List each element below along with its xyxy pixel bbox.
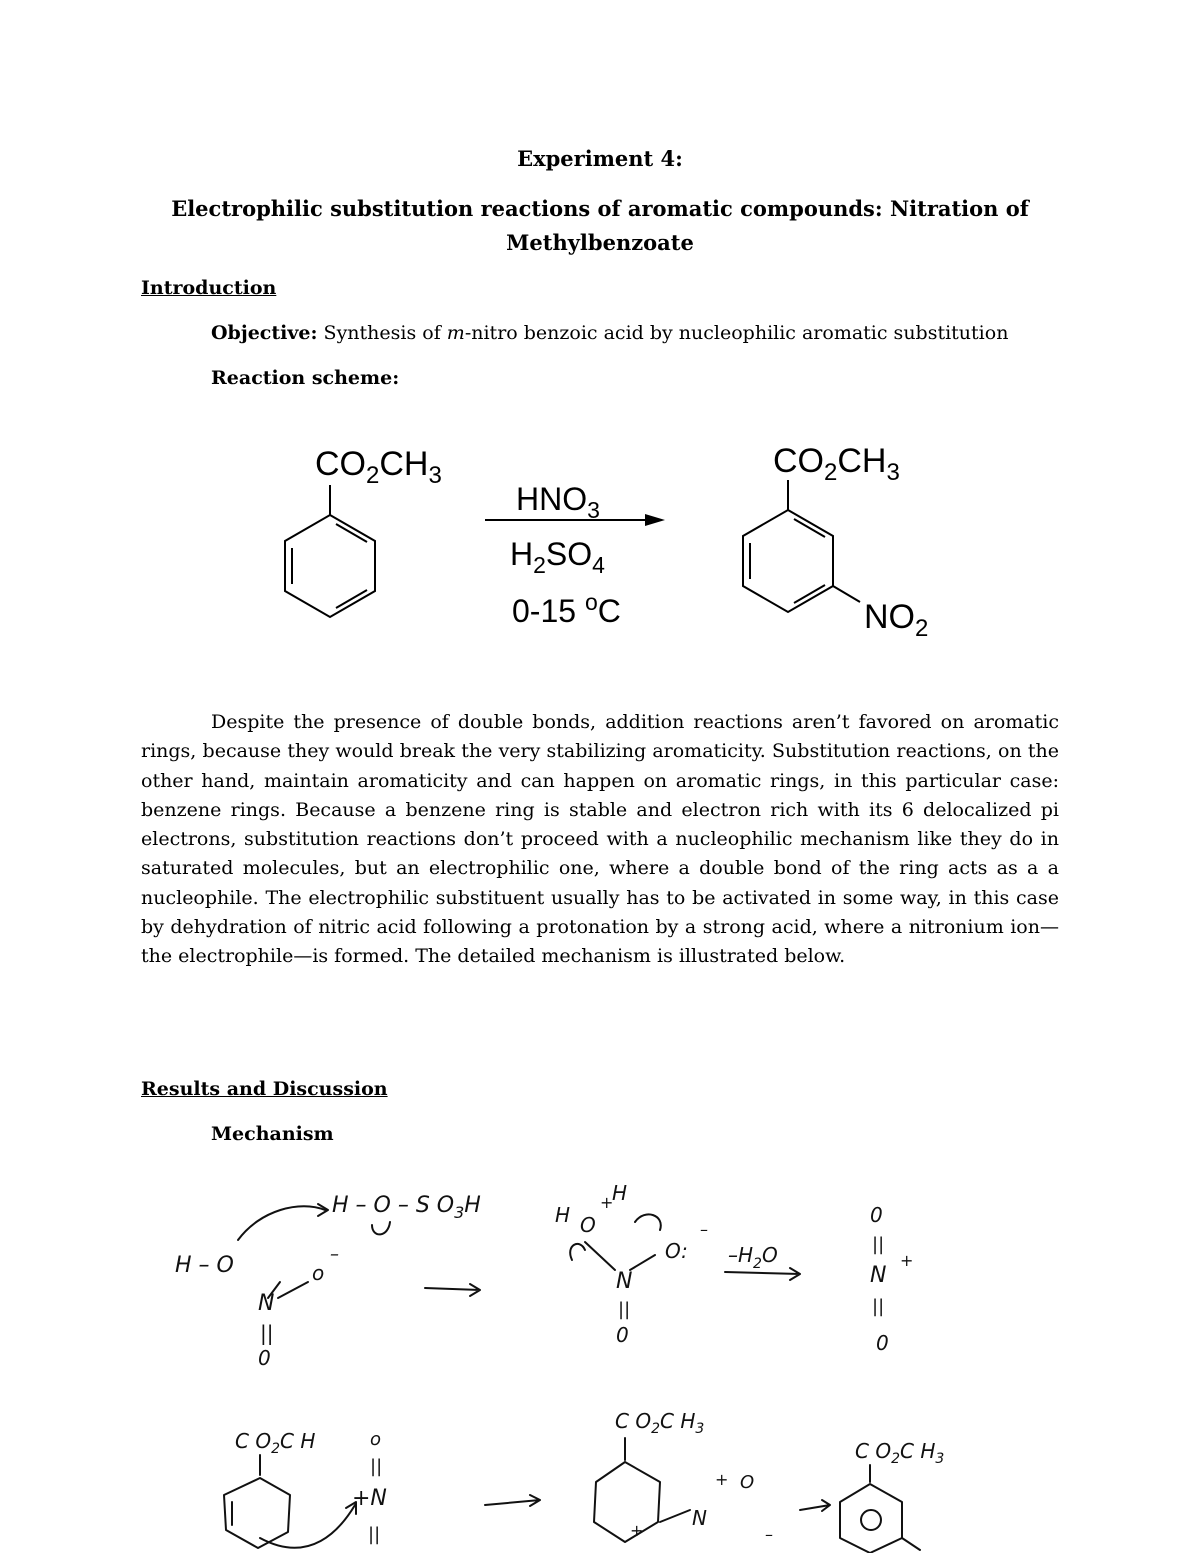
objective-italic: m (446, 322, 465, 344)
mechanism-sketch (160, 1170, 960, 1553)
intro-paragraph: Despite the presence of double bonds, addition reactions aren’t favored on aromatic rings, because they would break the very stabilizing aromaticity. Substitution reactions, on the other hand, maintain aromaticity and can happen on aromatic rings, in this particular case: benzene rings. Because a benzene ring is stable and electron rich with its 6 delocalized pi electrons, substitution reactions don’t proceed with a nucleophilic mechanism like they do in saturated molecules, but an electrophilic one, where a double bond of the ring acts as a a nucleophile. The electrophilic substituent usually has to be activated in some way, in this case by dehydration of nitric acid following a protonation by a strong acid, where a nitronium ion—the electrophile—is formed. The detailed mechanism is illustrated below. (141, 711, 1059, 968)
svg-text:||: || (370, 1456, 383, 1477)
title-line-1: Experiment 4: (517, 146, 683, 171)
nitronium-ion-sketch (870, 1203, 913, 1355)
reactant-benzene-ring (285, 485, 375, 617)
svg-text:0: 0 (616, 1323, 629, 1347)
title-line-3: Methylbenzoate (506, 230, 694, 255)
svg-text:H: H (612, 1181, 628, 1205)
svg-text:O: O (580, 1213, 596, 1237)
svg-text:o: o (370, 1429, 382, 1450)
svg-text:+: + (600, 1193, 614, 1212)
reaction-scheme (260, 430, 960, 650)
svg-text:N: N (692, 1506, 707, 1530)
svg-text:||: || (872, 1296, 885, 1317)
reaction-conditions: 0-15 $^o$C (512, 589, 621, 629)
step1-reaction-arrow (425, 1284, 480, 1296)
step1b-reaction-arrow (725, 1268, 800, 1280)
reagent-hno3: $HNO_3$ (516, 481, 600, 523)
reagent-h2so4: $H_2SO_4$ (510, 536, 605, 578)
step3-reaction-arrow (800, 1500, 830, 1511)
svg-text:||: || (260, 1321, 274, 1345)
svg-text:+: + (900, 1251, 914, 1270)
nitric-acid-sketch (175, 1204, 339, 1370)
introduction-heading: Introduction (141, 277, 277, 299)
objective-line (211, 322, 1008, 344)
svg-text:+: + (630, 1521, 644, 1540)
methyl-benzoate-sketch (224, 1429, 356, 1548)
svg-text:+N: +N (352, 1486, 387, 1511)
protonated-nitric-acid-sketch (555, 1181, 708, 1347)
svg-text:||: || (368, 1524, 381, 1545)
svg-text:0: 0 (870, 1203, 883, 1227)
svg-text:o: o (312, 1261, 325, 1285)
reactant-substituent: $CO_2CH_3$ (315, 445, 442, 489)
svg-text:–: – (700, 1220, 708, 1239)
objective-text-post: -nitro benzoic acid by nucleophilic aromatic substitution (464, 322, 1009, 344)
product-sketch (840, 1439, 944, 1553)
product-substituent-top: $CO_2CH_3$ (773, 442, 900, 486)
step2-reaction-arrow (485, 1495, 540, 1506)
svg-text:+: + (715, 1470, 729, 1489)
svg-text:N: N (870, 1263, 887, 1288)
results-heading: Results and Discussion (141, 1078, 388, 1100)
svg-text:C O2C H3: C $O_2C$ $H_3$ (855, 1439, 945, 1467)
svg-text:H – O: H – O (175, 1253, 234, 1278)
objective-label: Objective: (211, 322, 318, 344)
reaction-scheme-label: Reaction scheme: (211, 367, 400, 389)
reaction-arrowhead (645, 514, 665, 526)
svg-text:–: – (330, 1244, 339, 1265)
svg-text:O: O (740, 1472, 755, 1493)
svg-text:O:: O: (665, 1239, 688, 1263)
svg-text:H: H (555, 1203, 571, 1227)
svg-text:||: || (872, 1234, 885, 1255)
svg-text:0: 0 (876, 1331, 889, 1355)
product-benzene-ring (743, 480, 860, 612)
title-line-2: Electrophilic substitution reactions of aromatic compounds: Nitration of (171, 196, 1029, 221)
sigma-complex-sketch (594, 1409, 773, 1544)
step1-water-loss: $-H_2O$ (728, 1243, 778, 1272)
step2-substituent: C $O_2C$ H (235, 1429, 316, 1457)
step1-acid: H – O – S $O_3H$ (332, 1193, 481, 1222)
step1-curly-arrow (372, 1222, 390, 1234)
product-substituent-meta: $NO_2$ (864, 598, 929, 642)
objective-text-pre: Synthesis of (317, 322, 447, 344)
svg-text:N: N (616, 1269, 633, 1294)
svg-text:||: || (618, 1299, 631, 1320)
nitronium-attack-sketch (352, 1429, 387, 1545)
svg-text:–: – (765, 1525, 773, 1544)
mechanism-label: Mechanism (211, 1123, 334, 1145)
svg-text:0: 0 (258, 1346, 271, 1370)
svg-text:N: N (258, 1291, 275, 1316)
step2-product-substituent: C $O_2C$ $H_3$ (615, 1409, 705, 1437)
